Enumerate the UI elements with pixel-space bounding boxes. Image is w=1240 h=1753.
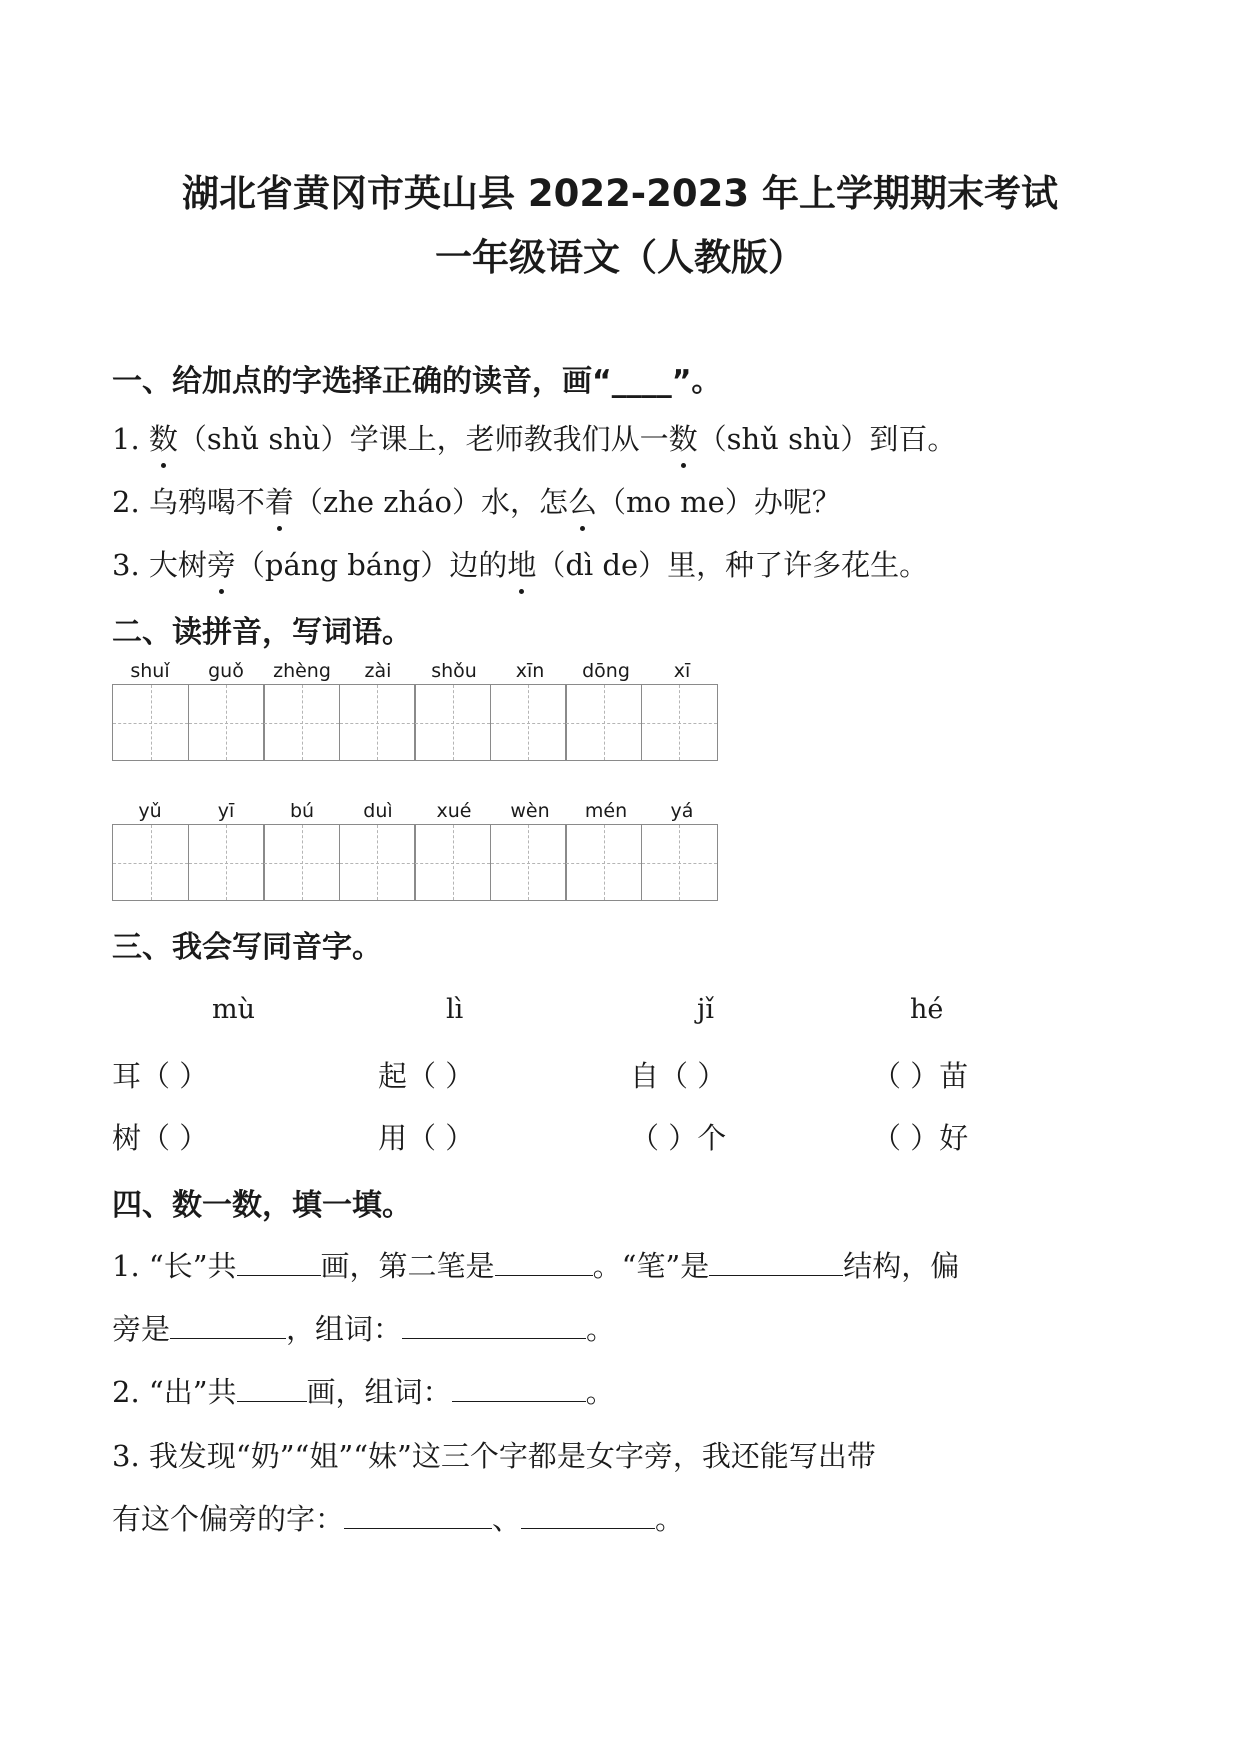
writing-cell[interactable] bbox=[414, 824, 491, 901]
answer-blank[interactable] bbox=[170, 1314, 286, 1339]
writing-cell[interactable] bbox=[565, 824, 642, 901]
q1-text: 旁是 bbox=[112, 1312, 171, 1346]
section4-heading: 四、数一数，填一填。 bbox=[112, 1188, 412, 1223]
pinyin-label: xī bbox=[673, 660, 691, 682]
q2-text: 画，组词： bbox=[306, 1375, 452, 1409]
dotted-char: 数 bbox=[669, 417, 698, 458]
section1-q3 bbox=[112, 543, 928, 584]
section4-q1-line1 bbox=[112, 1244, 959, 1285]
q1-num: 1. bbox=[112, 422, 140, 456]
section1-q1 bbox=[112, 417, 956, 458]
q3-text: 、 bbox=[492, 1502, 522, 1536]
writing-cell[interactable] bbox=[112, 684, 189, 761]
q2-text: “出”共 bbox=[148, 1375, 237, 1409]
q3-text: 大树 bbox=[148, 548, 207, 582]
answer-blank[interactable] bbox=[452, 1377, 586, 1402]
writing-grid-row2 bbox=[112, 824, 718, 899]
writing-cell[interactable] bbox=[641, 824, 718, 901]
answer-blank[interactable] bbox=[237, 1251, 321, 1276]
section1-heading: 一、给加点的字选择正确的读音，画“____”。 bbox=[112, 364, 722, 399]
pinyin-label: zhèng bbox=[273, 660, 331, 682]
q3-text-mid: （páng báng）边的 bbox=[235, 548, 508, 582]
page-subtitle: 一年级语文（人教版） bbox=[435, 236, 805, 279]
pinyin-label: shuǐ bbox=[130, 660, 170, 682]
homophone-blank[interactable]: 树（ ） bbox=[112, 1121, 209, 1155]
writing-cell[interactable] bbox=[414, 684, 491, 761]
q2-text: 乌鸦喝不 bbox=[148, 485, 265, 519]
q3-text: 。 bbox=[655, 1502, 685, 1536]
pinyin-label: guǒ bbox=[208, 660, 244, 682]
pinyin-label: yǔ bbox=[138, 800, 162, 822]
section4-q3-line1 bbox=[112, 1434, 876, 1475]
q3-text: 有这个偏旁的字： bbox=[112, 1502, 345, 1536]
section3-heading: 三、我会写同音字。 bbox=[112, 930, 382, 965]
q2-text-end: （mo me）办呢？ bbox=[596, 485, 841, 519]
q2-text-mid: （zhe zháo）水，怎 bbox=[293, 485, 568, 519]
writing-cell[interactable] bbox=[263, 684, 340, 761]
q1-text: （shǔ shù）学课上，老师教我们从一 bbox=[177, 422, 669, 456]
q1-text: 画，第二笔是 bbox=[320, 1249, 495, 1283]
q1-text: 。 bbox=[586, 1312, 616, 1346]
pinyin-label: shǒu bbox=[431, 660, 477, 682]
pinyin-label: zài bbox=[364, 660, 392, 682]
homophone-blank[interactable]: 用（ ） bbox=[378, 1121, 475, 1155]
section4-q3-line2 bbox=[112, 1497, 684, 1538]
q1-text: “长”共 bbox=[148, 1249, 237, 1283]
pinyin-label: bú bbox=[289, 800, 315, 822]
q3-text-end: （dì de）里，种了许多花生。 bbox=[536, 548, 929, 582]
writing-cell[interactable] bbox=[490, 824, 567, 901]
dotted-char: 着 bbox=[265, 480, 294, 521]
writing-cell[interactable] bbox=[263, 824, 340, 901]
pinyin-label: xīn bbox=[515, 660, 545, 682]
section4-q1-line2 bbox=[112, 1307, 615, 1348]
q2-text: 。 bbox=[585, 1375, 615, 1409]
q1-text: 结构，偏 bbox=[843, 1249, 960, 1283]
dotted-char: 数 bbox=[149, 417, 178, 458]
writing-cell[interactable] bbox=[641, 684, 718, 761]
q3-text: 我发现“奶”“姐”“妹”这三个字都是女字旁，我还能写出带 bbox=[148, 1439, 876, 1473]
homophone-pinyin: jǐ bbox=[697, 994, 715, 1025]
writing-cell[interactable] bbox=[565, 684, 642, 761]
writing-cell[interactable] bbox=[112, 824, 189, 901]
answer-blank[interactable] bbox=[402, 1314, 586, 1339]
pinyin-label: duì bbox=[363, 800, 393, 822]
writing-cell[interactable] bbox=[188, 824, 265, 901]
section4-q2 bbox=[112, 1370, 615, 1411]
pinyin-label: mén bbox=[584, 800, 628, 822]
answer-blank[interactable] bbox=[495, 1251, 593, 1276]
writing-grid-row1 bbox=[112, 684, 718, 759]
homophone-pinyin: lì bbox=[446, 994, 464, 1025]
q1-text: 。“笔”是 bbox=[592, 1249, 710, 1283]
answer-blank[interactable] bbox=[521, 1504, 655, 1529]
q3-num: 3. bbox=[112, 548, 140, 582]
writing-cell[interactable] bbox=[339, 684, 416, 761]
q1-text: ，组词： bbox=[286, 1312, 403, 1346]
answer-blank[interactable] bbox=[237, 1377, 307, 1402]
section1-q2 bbox=[112, 480, 841, 521]
pinyin-label: yī bbox=[217, 800, 235, 822]
q1-num: 1. bbox=[112, 1249, 140, 1283]
homophone-pinyin: mù bbox=[212, 994, 255, 1025]
q2-num: 2. bbox=[112, 485, 140, 519]
q1-text-end: （shǔ shù）到百。 bbox=[697, 422, 957, 456]
dotted-char: 么 bbox=[568, 480, 597, 521]
homophone-blank[interactable]: 起（ ） bbox=[378, 1059, 475, 1093]
section2-heading: 二、读拼音，写词语。 bbox=[112, 615, 412, 650]
dotted-char: 地 bbox=[507, 543, 536, 584]
pinyin-label: xué bbox=[436, 800, 472, 822]
answer-blank[interactable] bbox=[709, 1251, 843, 1276]
q2-num: 2. bbox=[112, 1375, 140, 1409]
writing-cell[interactable] bbox=[490, 684, 567, 761]
homophone-blank[interactable]: 自（ ） bbox=[630, 1059, 727, 1093]
homophone-blank[interactable]: （ ）苗 bbox=[872, 1059, 969, 1093]
writing-cell[interactable] bbox=[188, 684, 265, 761]
q3-num: 3. bbox=[112, 1439, 140, 1473]
homophone-blank[interactable]: （ ）个 bbox=[630, 1121, 727, 1155]
pinyin-label: wèn bbox=[510, 800, 550, 822]
writing-cell[interactable] bbox=[339, 824, 416, 901]
page-title: 湖北省黄冈市英山县 2022-2023 年上学期期末考试 bbox=[181, 172, 1059, 215]
homophone-blank[interactable]: 耳（ ） bbox=[112, 1059, 209, 1093]
dotted-char: 旁 bbox=[207, 543, 236, 584]
pinyin-label: yá bbox=[670, 800, 694, 822]
homophone-pinyin: hé bbox=[910, 994, 944, 1025]
pinyin-label: dōng bbox=[582, 660, 630, 682]
homophone-blank[interactable]: （ ）好 bbox=[872, 1121, 969, 1155]
answer-blank[interactable] bbox=[344, 1504, 492, 1529]
